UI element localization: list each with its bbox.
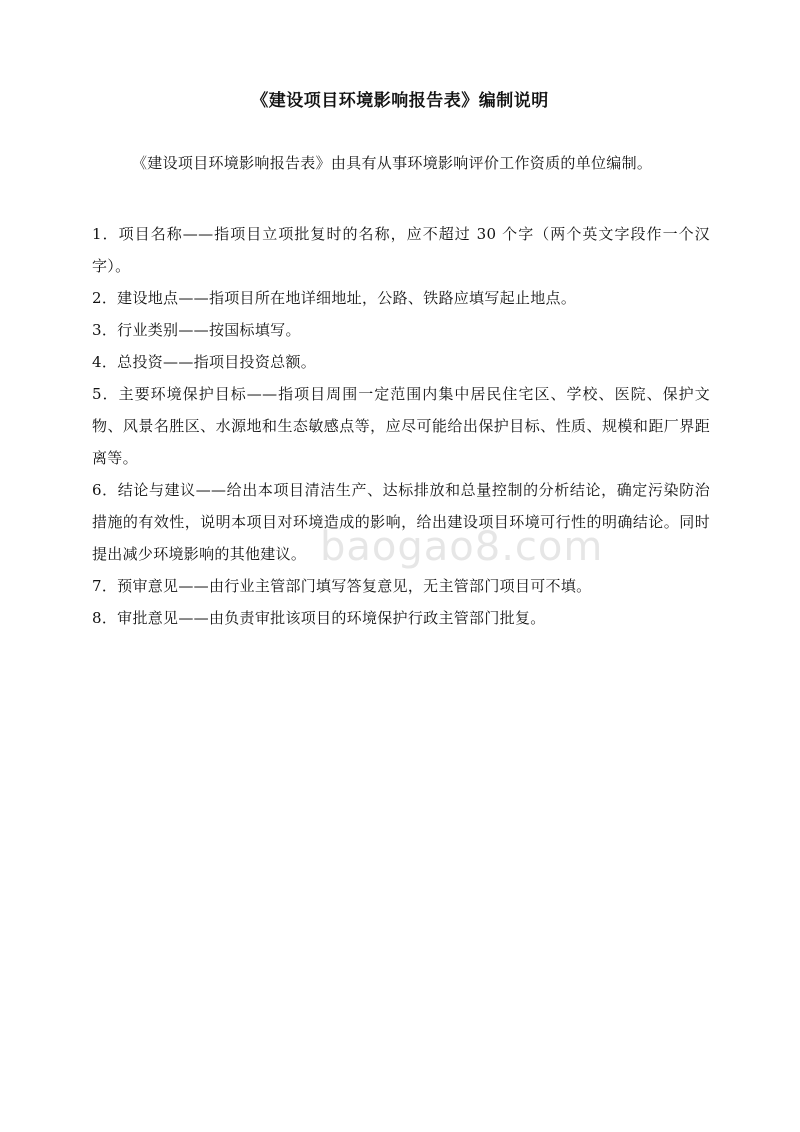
list-item: 7．预审意见——由行业主管部门填写答复意见，无主管部门项目可不填。	[92, 577, 592, 595]
list-item: 5．主要环境保护目标——指项目周围一定范围内集中居民住宅区、学校、医院、保护文物、风景名胜区、水源地和生态敏感点等，应尽可能给出保护目标、性质、规模和距厂界距离等。	[92, 385, 710, 467]
list-item: 1．项目名称——指项目立项批复时的名称，应不超过 30 个字（两个英文字段作一个汉字）。	[92, 225, 710, 275]
list-item: 6．结论与建议——给出本项目清洁生产、达标排放和总量控制的分析结论，确定污染防治措施的有效性，说明本项目对环境造成的影响，给出建设项目环境可行性的明确结论。同时提出减少环境影响的其他建议。	[92, 481, 710, 563]
intro-paragraph: 《建设项目环境影响报告表》由具有从事环境影响评价工作资质的单位编制。	[132, 154, 653, 172]
list-item: 4．总投资——指项目投资总额。	[92, 353, 317, 371]
watermark: baogao8.com	[320, 524, 604, 570]
list-item: 2．建设地点——指项目所在地详细地址，公路、铁路应填写起止地点。	[92, 289, 577, 307]
list-item: 3．行业类别——按国标填写。	[92, 321, 301, 339]
list-item: 8．审批意见——由负责审批该项目的环境保护行政主管部门批复。	[92, 609, 546, 627]
page-title: 《建设项目环境影响报告表》编制说明	[251, 91, 549, 111]
instruction-list	[92, 218, 710, 634]
